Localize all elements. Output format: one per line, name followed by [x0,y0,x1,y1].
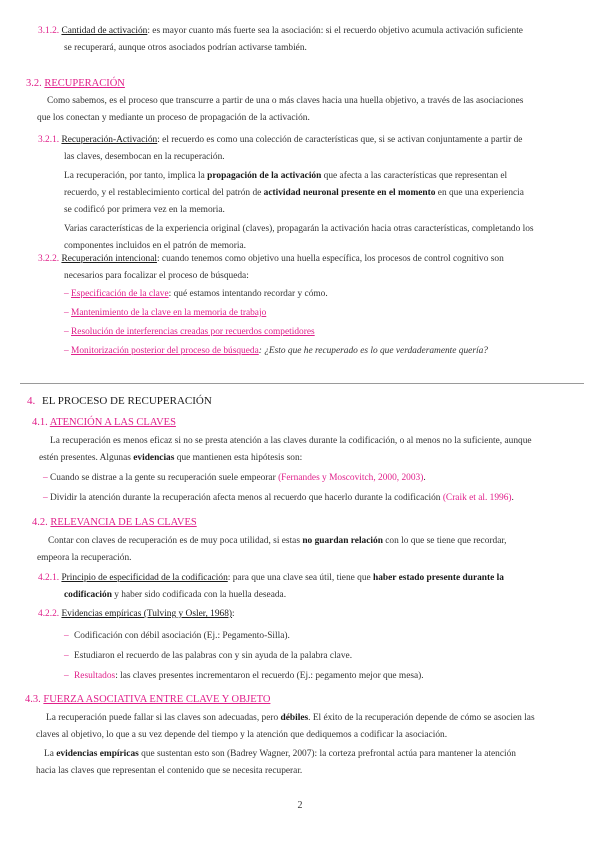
s43-p3a: La [44,749,54,759]
s322-line2: necesarios para focalizar el proceso de búsqueda: [64,271,249,281]
s322-list-item [0,288,600,301]
s4-title: EL PROCESO DE RECUPERACIÓN [42,395,212,407]
s43-p4: hacia las claves que representan el contenido que se necesita recuperar. [36,766,303,776]
s43-p1 [0,712,600,725]
s42-p1 [0,535,600,548]
s43-title[interactable]: FUERZA ASOCIATIVA ENTRE CLAVE Y OBJETO [43,694,271,705]
s421-bold1: haber estado presente durante la [373,573,504,583]
section-3-1-2 [0,25,600,55]
s322-item-rest-4: : ¿Esto que he recuperado es lo que verdaderamente quería? [258,346,488,356]
s42-p1a: Contar con claves de recuperación es de muy poca utilidad, si estas [48,536,300,546]
dash-icon: – [64,327,69,337]
dash-icon: – [43,473,48,483]
s422-bullet-3 [0,670,600,683]
s321-number: 3.2.1. [38,135,60,145]
s321-p2d: recuerdo, y el restablecimiento cortical del patrón de [64,188,262,198]
section-4-2-1 [0,572,600,602]
dash-icon: – [43,493,48,503]
s4-heading [0,395,600,408]
section-3-2-2 [0,253,600,358]
s312-line1 [0,25,600,38]
s322-title: Recuperación intencional [61,254,157,264]
s43-p3c: que sustentan esto son (Badrey Wagner, 2007): la corteza prefrontal actúa para mantener la atención [141,749,516,759]
s32-heading [0,77,600,90]
s321-p2b: propagación de la activación [207,171,322,181]
s422-b2: Estudiaron el recuerdo de las palabras con y sin ayuda de la palabra clave. [74,651,353,661]
s321-p2-line2 [0,187,600,200]
s32-title[interactable]: RECUPERACIÓN [44,78,125,89]
s421-line1 [0,572,600,585]
s41-b1-ref[interactable]: (Fernandes y Moscovitch, 2000, 2003) [278,473,424,483]
s43-number: 4.3. [25,694,41,705]
s41-p2c: que mantienen esta hipótesis son: [176,453,303,463]
s321-text: : el recuerdo es como una colección de características que, si se activan conjuntamente a partir de [157,135,523,145]
s322-item-link-1[interactable]: Especificación de la clave [71,289,169,299]
s41-bullet-2 [0,492,600,505]
s4-number: 4. [27,395,36,407]
s321-line1 [0,134,600,147]
section-3-2 [0,77,600,125]
s421-rest: y haber sido codificada con la huella deseada. [114,590,287,600]
s322-list-item [0,326,600,339]
s43-p1a: La recuperación puede fallar si las claves son adecuadas, pero [46,713,279,723]
section-4-1 [0,416,600,505]
s43-p3b: evidencias empíricas [56,749,139,759]
s322-item-link-3[interactable]: Resolución de interferencias creadas por recuerdos competidores [71,327,315,337]
s41-heading [0,416,600,429]
s422-b3: : las claves presentes incrementaron el recuerdo (Ej.: pegamento mejor que mesa). [115,671,424,681]
s41-b2-end: . [511,493,514,503]
s41-bullet-1 [0,472,600,485]
s312-number: 3.1.2. [38,26,60,36]
s321-p2a: La recuperación, por tanto, implica la [64,171,205,181]
s322-number: 3.2.2. [38,254,60,264]
s421-number: 4.2.1. [38,573,60,583]
s422-b3-label: Resultados [74,671,116,681]
s43-p3 [0,748,600,761]
s42-p1b: no guardan relación [302,536,383,546]
s41-b2-ref[interactable]: (Craik et al. 1996) [442,493,512,503]
s422-line1 [0,608,600,621]
s41-p1: La recuperación es menos eficaz si no se presta atención a las claves durante la codificación, o al menos no la suficiente, aunque [50,436,532,446]
s32-p1: Como sabemos, es el proceso que transcurre a partir de una o más claves hacia una huella objetivo, a través de las asociaciones [47,96,524,106]
s422-number: 4.2.2. [38,609,60,619]
s43-p1b: débiles [280,713,309,723]
dash-icon: – [64,308,69,318]
s321-p2 [0,170,600,183]
s41-p2a: estén presentes. Algunas [39,453,131,463]
s322-list-item [0,307,600,320]
s422-title: Evidencias empíricas (Tulving y Osler, 1968) [61,609,233,619]
s312-text: : es mayor cuanto más fuerte sea la asociación: si el recuerdo objetivo acumula activación suficiente [147,26,523,36]
s322-item-rest-1: : qué estamos intentando recordar y cómo. [168,289,328,299]
s421-line2 [0,589,600,602]
section-4-2-2 [0,608,600,683]
s321-p2f: en que una experiencia [437,188,524,198]
section-divider [20,383,584,384]
s321-p2c: que afecta a las características que representan el [323,171,508,181]
s322-text: : cuando tenemos como objetivo una huella específica, los procesos de control cognitivo son [156,254,504,264]
s41-title[interactable]: ATENCIÓN A LAS CLAVES [49,417,176,428]
s32-p2: que los conectan y mediante un proceso de propagación de la activación. [37,113,310,123]
s41-b2: Dividir la atención durante la recuperación afecta menos al recuerdo que hacerlo durante la codificación [50,493,441,503]
s321-p3-line1: Varias características de la experiencia original (claves), propagarán la activación hacia otras características, completando los [64,224,534,234]
s322-item-link-2[interactable]: Mantenimiento de la clave en la memoria de trabajo [71,308,267,318]
s43-heading [0,693,600,706]
s41-p2b: evidencias [133,453,175,463]
s312-title: Cantidad de activación [61,26,148,36]
s41-b1-end: . [423,473,426,483]
s32-number: 3.2. [26,78,42,89]
s41-p2 [0,452,600,465]
s312-line2: se recuperará, aunque otros asociados podrían activarse también. [64,43,307,53]
s322-item-link-4[interactable]: Monitorización posterior del proceso de búsqueda [71,346,259,356]
section-4 [0,395,600,408]
s421-text: : para que una clave sea útil, tiene que [227,573,371,583]
s42-p1c: con lo que se tiene que recordar, [385,536,507,546]
section-4-2 [0,516,600,565]
s43-p2: claves al objetivo, lo que a su vez depende del tiempo y la atención que dediquemos a codificar la asociación. [36,730,448,740]
s41-number: 4.1. [32,417,48,428]
s322-list-item [0,345,600,358]
s42-title[interactable]: RELEVANCIA DE LAS CLAVES [50,517,197,528]
s321-line2: las claves, desembocan en la recuperación. [64,152,225,162]
section-3-2-1 [0,134,600,253]
s42-heading [0,516,600,529]
s321-p2-line3: se codificó por primera vez en la memoria. [64,205,225,215]
s321-p2e: actividad neuronal presente en el momento [263,188,436,198]
dash-icon: – [64,289,69,299]
s321-p3-line2: componentes incluidos en el patrón de memoria. [64,241,246,251]
s322-line1 [0,253,600,266]
dash-icon: – [64,671,69,681]
dash-icon: – [64,346,69,356]
s421-title: Principio de especificidad de la codificación [61,573,228,583]
dash-icon: – [64,651,69,661]
s42-number: 4.2. [32,517,48,528]
section-4-3 [0,693,600,778]
s422-bullet-1 [0,630,600,643]
s42-p2: empeora la recuperación. [37,553,132,563]
s321-title: Recuperación-Activación [61,135,158,145]
dash-icon: – [64,631,69,641]
page-number: 2 [297,800,303,811]
s41-b1: Cuando se distrae a la gente su recuperación suele empeorar [50,473,276,483]
s422-b1: Codificación con débil asociación (Ej.: Pegamento-Silla). [74,631,290,641]
s422-bullet-2 [0,650,600,663]
s421-bold2: codificación [64,590,112,600]
s422-colon: : [232,609,235,619]
s43-p1c: . El éxito de la recuperación depende de cómo se asocien las [308,713,535,723]
